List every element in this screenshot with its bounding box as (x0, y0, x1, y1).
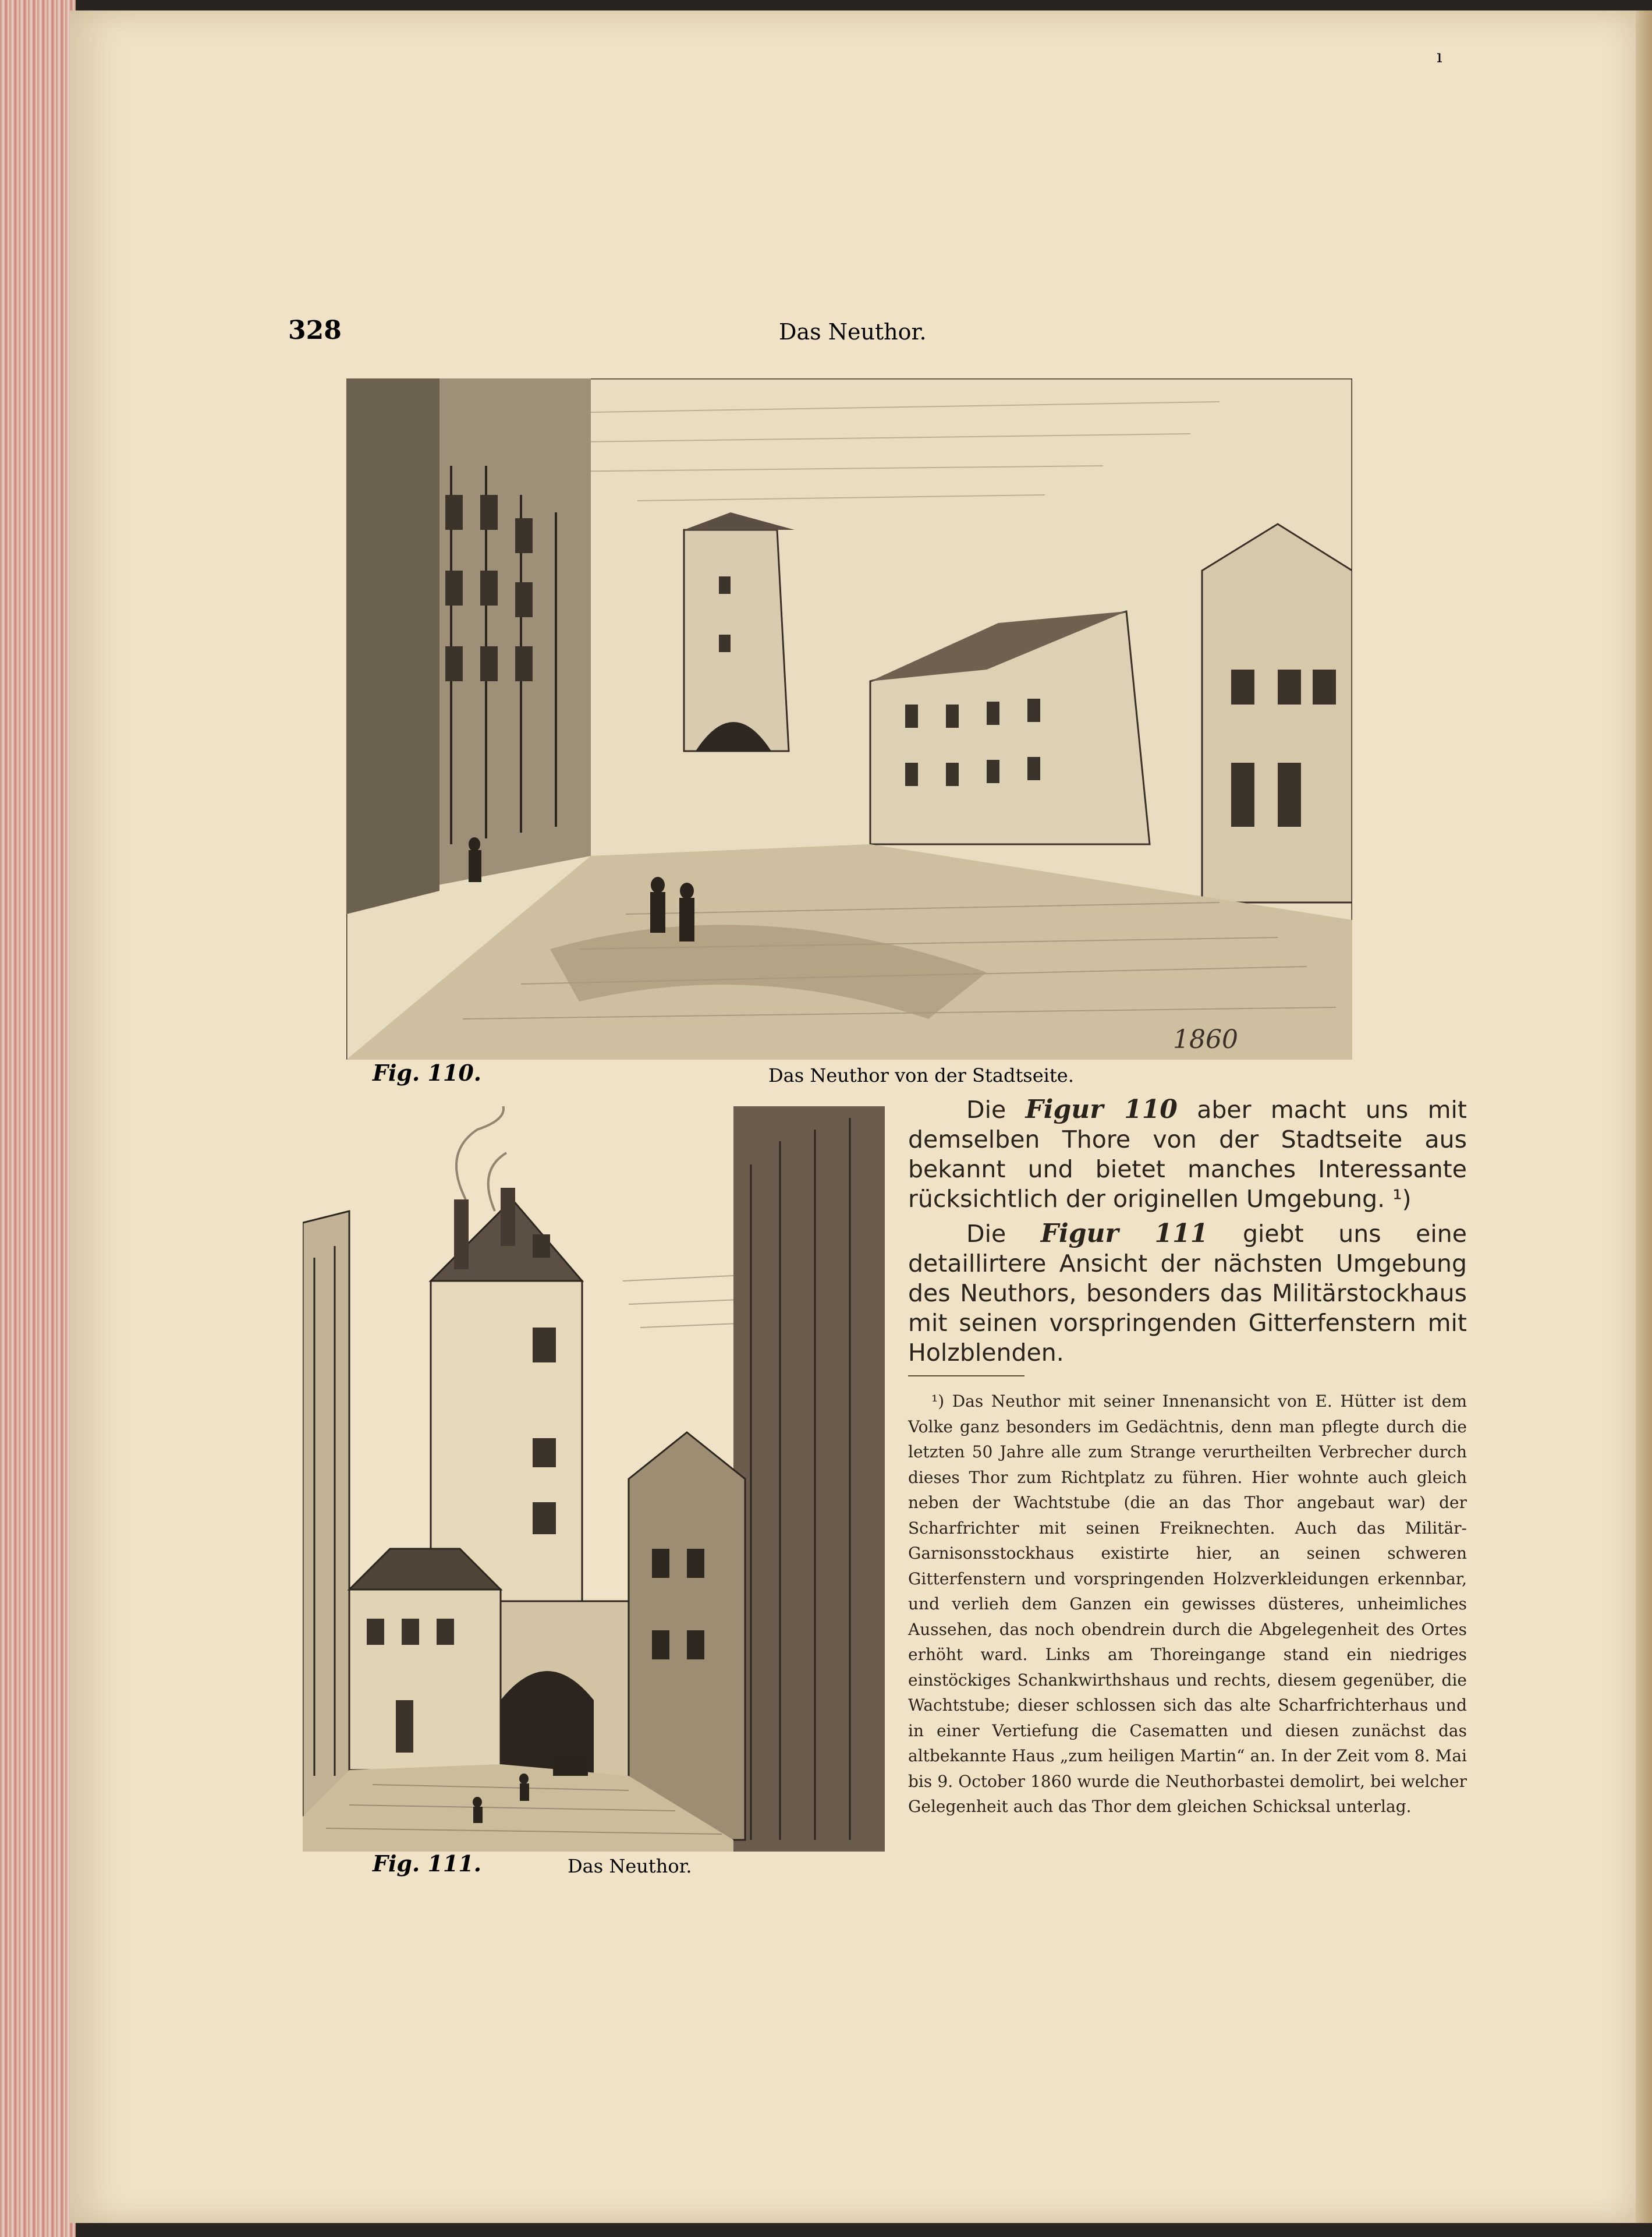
page-number: 328 (288, 316, 342, 345)
figure-111-engraving (303, 1106, 885, 1852)
paragraph-lead: Die (966, 1096, 1006, 1124)
paragraph-lead: Die (966, 1220, 1006, 1248)
paragraph-text: giebt uns eine detaillirtere Ansicht der nächsten Umgebung des Neuthors, besonders das Militärstockhaus mit seinen vorspringenden Gitterfenstern mit Holzblenden. (908, 1220, 1467, 1367)
paragraph-figure-110 (908, 1095, 1467, 1214)
paragraph-text: aber macht uns mit demselben Thore von der Stadtseite aus bekannt und bietet manches Interessante rücksichtlich der originellen Umgebung. ¹) (908, 1096, 1467, 1213)
figure-111-label: Fig. 111. (373, 1850, 481, 1877)
running-title: Das Neuthor. (779, 319, 927, 345)
figure-110-label: Fig. 110. (373, 1060, 481, 1086)
figure-110-engraving (346, 378, 1352, 1060)
figure-110-signature: 1860 (1173, 1025, 1238, 1054)
paragraph-figure-111 (908, 1219, 1467, 1368)
body-text (908, 1095, 1467, 1368)
footnote-divider (908, 1375, 1024, 1376)
figure-111-caption: Das Neuthor. (568, 1855, 692, 1877)
book-page-edges (0, 0, 76, 2237)
figure-110-reference: Figur 110 (1025, 1095, 1178, 1124)
figure-111-reference: Figur 111 (1040, 1219, 1208, 1248)
footnote-text: ¹) Das Neuthor mit seiner Innenansicht von E. Hütter ist dem Volke ganz besonders im Gedächtnis, denn man pflegte durch die letzten 50 Jahre alle zum Strange verurtheilten Verbrecher durch dieses Thor zum Richtplatz zu führen. Hier wohnte auch gleich neben der Wachtstube (die an das Thor angebaut war) der Scharfrichter mit seinen Freiknechten. Auch das Militär-Garnisonsstockhaus existirte hier, an seinen schweren Gitterfenstern und vorspringenden Holzverkleidungen erkennbar, und verlieh dem Ganzen ein gewisses düsteres, unheimliches Aussehen, das noch obendrein durch die Abgelegenheit des Ortes erhöht ward. Links am Thoreingange stand ein niedriges einstöckiges Schankwirthshaus und rechts, diesem gegenüber, die Wachtstube; dieser schlossen sich das alte Scharfrichterhaus und in einer Vertiefung die Casematten und diesen zunächst das altbekannte Haus „zum heiligen Martin“ an. In der Zeit vom 8. Mai bis 9. October 1860 wurde die Neuthorbastei demolirt, bei welcher Gelegenheit auch das Thor dem gleichen Schicksal unterlag. (908, 1392, 1467, 1816)
corner-mark: ı (1437, 47, 1442, 67)
footnote (908, 1389, 1467, 1820)
figure-110-caption: Das Neuthor von der Stadtseite. (768, 1064, 1074, 1086)
